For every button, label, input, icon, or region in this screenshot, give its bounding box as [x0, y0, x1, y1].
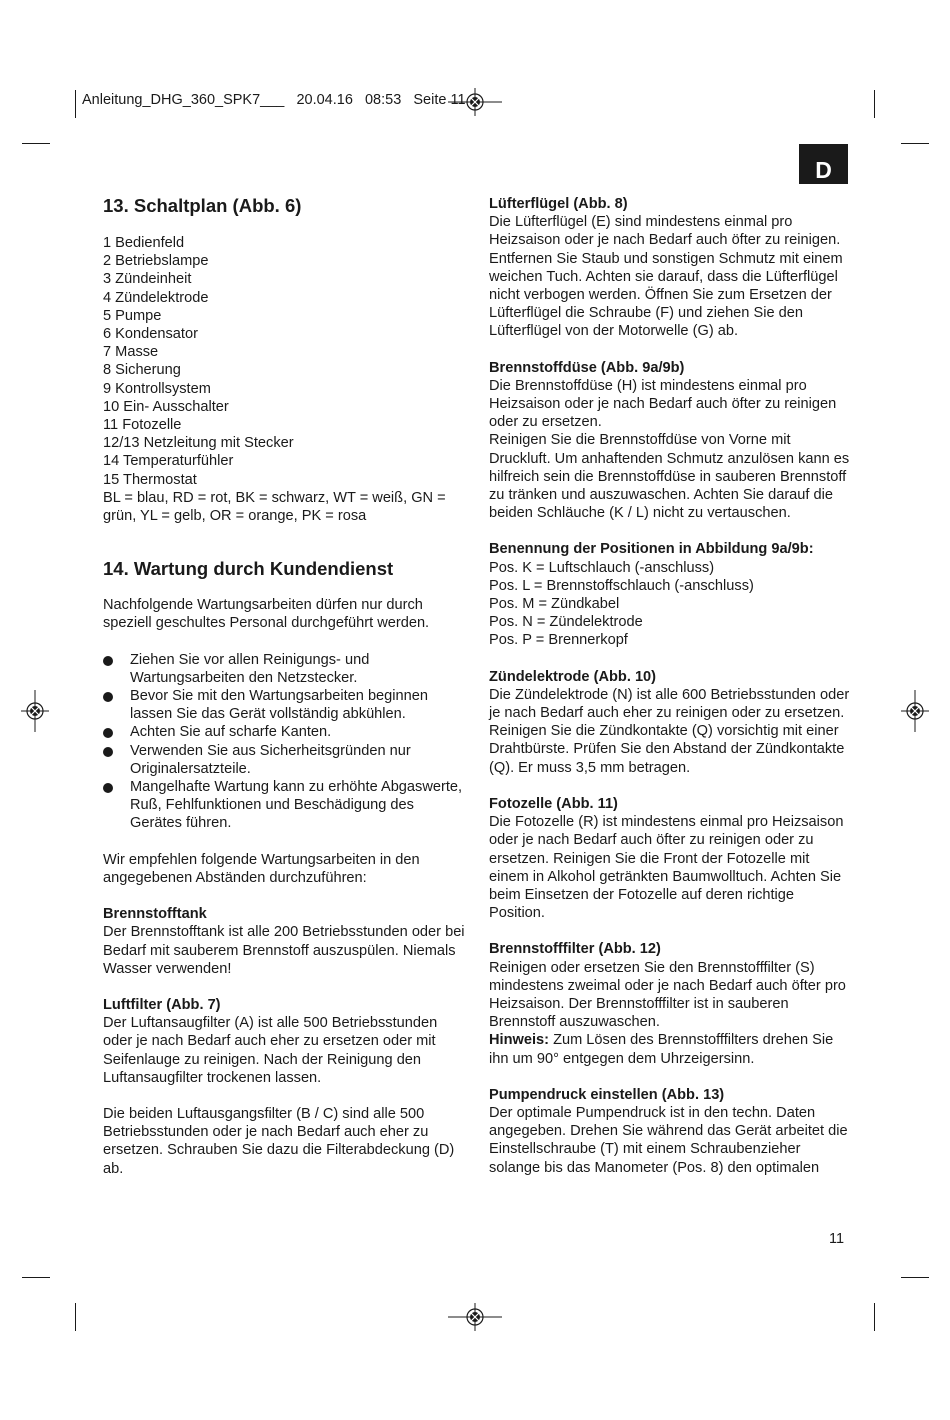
air-outlet-filter-text: Die beiden Luftausgangsfilter (B / C) sind alle 500 Betriebsstunden oder je nach Bedarf auch eher zu ersetzen. Schrauben Sie dazu die Filterabdeckung (D) ab.	[103, 1105, 455, 1177]
crop-mark	[901, 143, 929, 144]
note-paragraph	[489, 1031, 851, 1067]
ignition-electrode-text: Die Zündelektrode (N) ist alle 600 Betriebsstunden oder je nach Bedarf auch eher zu reinigen oder zu ersetzen. Reinigen Sie die Zündkontakte (Q) vorsichtig mit einer Drahtbürste. Prüfen Sie den Abstand der Zündkontakte (Q). Er muss 3,5 mm betragen.	[489, 686, 850, 776]
bullet-icon	[103, 783, 113, 793]
photocell-text: Die Fotozelle (R) ist mindestens einmal pro Heizsaison oder je nach Bedarf auch öfter zu reinigen oder zu ersetzen. Reinigen Sie die Front der Fotozelle mit einem in Alkohol getränkten Baumwolltuch. Achten Sie beim Einsetzen der Fotozelle auf deren richtige Position.	[489, 814, 844, 922]
bullet-icon	[103, 656, 113, 666]
positions-heading: Benennung der Positionen in Abbildung 9a/9b:	[489, 541, 814, 558]
list-item: Pos. N = Zündelektrode	[489, 614, 643, 631]
pump-pressure-heading: Pumpendruck einstellen (Abb. 13)	[489, 1086, 725, 1103]
fuel-nozzle-text-2: Reinigen Sie die Brennstoffdüse von Vorne mit Druckluft. Um anhaftenden Schmutz anzulösen kann es hilfreich sein die Brennstoffdüse in sauberen Brennstoff zu tränken und auszuwaschen. Achten Sie darauf die beiden Schläuche (K / L) nicht zu vertauschen.	[489, 432, 850, 522]
fan-blade-heading: Lüfterflügel (Abb. 8)	[489, 196, 628, 212]
fan-blade-text: Die Lüfterflügel (E) sind mindestens einmal pro Heizsaison oder je nach Bedarf auch öfter zu reinigen. Entfernen Sie Staub und sonstigen Schmutz mit einem weichen Tuch. Achten sie darauf, dass die Lüfterflügel nicht verbogen werden. Öffnen Sie zum Ersetzen der Lüfterflügel die Schraube (F) und ziehen Sie den Lüfterflügel von der Motorwelle (G) ab.	[489, 214, 843, 340]
crop-mark	[22, 1277, 50, 1278]
photocell-heading: Fotozelle (Abb. 11)	[489, 795, 618, 812]
list-item: 12/13 Netzleitung mit Stecker	[103, 435, 294, 452]
crop-mark	[22, 143, 50, 144]
list-item: 10 Ein- Ausschalter	[103, 398, 229, 415]
note-label: Hinweis:	[489, 1032, 550, 1049]
bullet-icon	[103, 728, 113, 738]
fuel-tank-heading: Brennstofftank	[103, 906, 207, 923]
wire-color-codes: BL = blau, RD = rot, BK = schwarz, WT = weiß, GN = grün, YL = gelb, OR = orange, PK = rosa	[103, 489, 446, 525]
language-tab: D	[799, 144, 848, 184]
list-item: Pos. M = Zündkabel	[489, 596, 620, 613]
bullet-icon	[103, 692, 113, 702]
crop-mark	[874, 90, 875, 118]
crop-mark	[75, 90, 76, 118]
list-item: Achten Sie auf scharfe Kanten.	[103, 723, 468, 741]
ignition-electrode-heading: Zündelektrode (Abb. 10)	[489, 668, 657, 685]
list-item: Verwenden Sie aus Sicherheitsgründen nur Originalersatzteile.	[103, 742, 468, 778]
section-13-title: 13. Schaltplan (Abb. 6)	[103, 195, 302, 216]
pump-pressure-text: Der optimale Pumpendruck ist in den techn. Daten angegeben. Drehen Sie während das Gerät arbeitet die Einstellschraube (T) mit einem Schraubenzieher solange bis das Manometer (Pos. 8) den optimalen	[489, 1104, 848, 1176]
list-item: Mangelhafte Wartung kann zu erhöhte Abgaswerte, Ruß, Fehlfunktionen und Beschädigung des Gerätes führen.	[103, 778, 468, 833]
list-item: 5 Pumpe	[103, 307, 162, 324]
list-item: 11 Fotozelle	[103, 417, 182, 434]
registration-mark-icon	[901, 690, 929, 732]
registration-mark-icon	[448, 1303, 502, 1331]
list-item: Pos. K = Luftschlauch (-anschluss)	[489, 559, 715, 576]
fuel-filter-text: Reinigen oder ersetzen Sie den Brennstofffilter (S) mindestens zweimal oder je nach Bedarf auch öfter pro Heizsaison. Der Brennstofffilter ist in sauberen Brennstoff auszuwaschen.	[489, 959, 846, 1031]
header-time: 08:53	[364, 92, 402, 108]
list-item: 3 Zündeinheit	[103, 271, 192, 288]
list-item: Pos. P = Brennerkopf	[489, 632, 628, 649]
fuel-tank-text: Der Brennstofftank ist alle 200 Betriebsstunden oder bei Bedarf mit sauberem Brennstoff auszuspülen. Niemals Wasser verwenden!	[103, 924, 465, 977]
page-number: 11	[829, 1231, 845, 1247]
list-item: Pos. L = Brennstoffschlauch (-anschluss)	[489, 577, 754, 594]
list-item: 15 Thermostat	[103, 471, 197, 488]
bullet-icon	[103, 747, 113, 757]
section-14-intro: Nachfolgende Wartungsarbeiten dürfen nur durch speziell geschultes Personal durchgeführt werden.	[103, 597, 430, 632]
positions-list	[489, 559, 851, 650]
list-item: 1 Bedienfeld	[103, 235, 185, 251]
air-filter-heading: Luftfilter (Abb. 7)	[103, 996, 221, 1013]
fuel-nozzle-heading: Brennstoffdüse (Abb. 9a/9b)	[489, 359, 685, 376]
header-page: Seite 11	[413, 92, 466, 108]
header-date: 20.04.16	[296, 92, 353, 108]
crop-mark	[75, 1303, 76, 1331]
list-item: 9 Kontrollsystem	[103, 380, 211, 397]
crop-mark	[901, 1277, 929, 1278]
header-filename: Anleitung_DHG_360_SPK7___	[82, 92, 285, 108]
list-item: 14 Temperaturfühler	[103, 453, 234, 470]
list-item: 4 Zündelektrode	[103, 289, 209, 306]
wiring-legend-list	[103, 234, 468, 489]
list-item: 8 Sicherung	[103, 362, 181, 379]
air-filter-text: Der Luftansaugfilter (A) ist alle 500 Betriebsstunden oder je nach Bedarf auch eher zu ersetzen oder mit Seifenlauge zu reinigen. Nach der Reinigung den Luftansaugfilter trockenen lassen.	[103, 1015, 438, 1086]
registration-mark-icon	[448, 88, 502, 116]
fuel-nozzle-text: Die Brennstoffdüse (H) ist mindestens einmal pro Heizsaison oder je nach Bedarf auch öfter zu reinigen oder zu ersetzen.	[489, 377, 837, 431]
list-item: 2 Betriebslampe	[103, 253, 209, 270]
crop-mark	[874, 1303, 875, 1331]
list-item: 7 Masse	[103, 344, 159, 361]
right-column	[489, 195, 851, 1177]
fuel-filter-heading: Brennstofffilter (Abb. 12)	[489, 941, 661, 958]
section-14-title: 14. Wartung durch Kundendienst	[103, 558, 394, 580]
list-item: 6 Kondensator	[103, 326, 198, 343]
print-header	[82, 92, 466, 108]
safety-bullet-list	[103, 651, 468, 833]
list-item: Ziehen Sie vor allen Reinigungs- und Wartungsarbeiten den Netzstecker.	[103, 651, 468, 687]
maintenance-recommendation: Wir empfehlen folgende Wartungsarbeiten in den angegebenen Abständen durchzuführen:	[103, 851, 420, 886]
note-text: Zum Lösen des Brennstofffilters drehen Sie ihn um 90° entgegen dem Uhrzeigersinn.	[489, 1032, 834, 1067]
registration-mark-icon	[21, 690, 49, 732]
list-item: Bevor Sie mit den Wartungsarbeiten beginnen lassen Sie das Gerät vollständig abkühlen.	[103, 687, 468, 723]
left-column	[103, 195, 468, 1178]
